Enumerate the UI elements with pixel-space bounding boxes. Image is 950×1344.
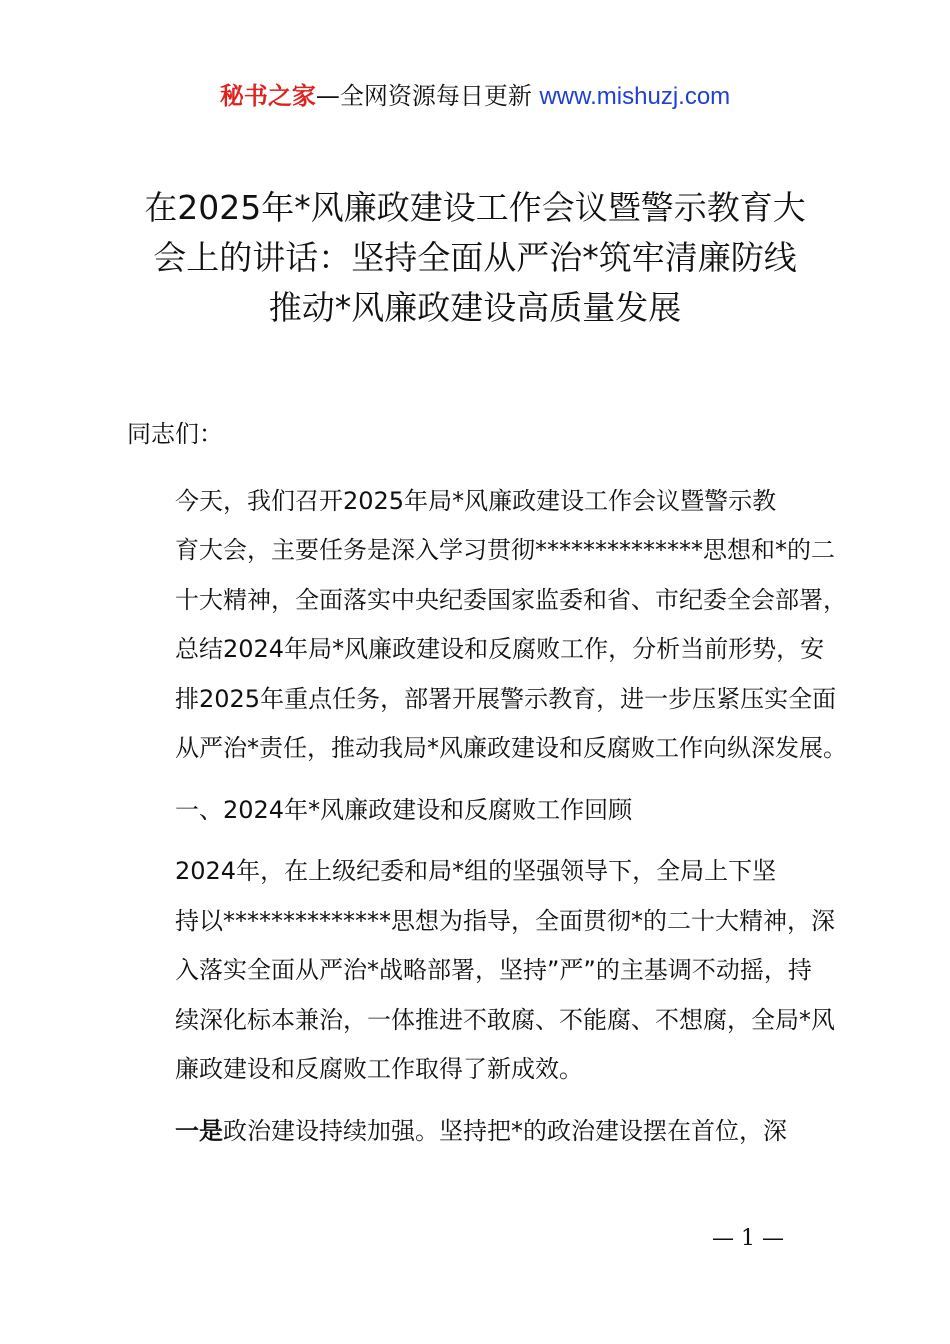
site-header bbox=[0, 80, 950, 113]
text-line: 续深化标本兼治，一体推进不敢腐、不能腐、不想腐，全局*风 bbox=[175, 1005, 835, 1034]
title-line: 在2025年*风廉政建设工作会议暨警示教育大 bbox=[144, 188, 806, 227]
section-heading: 一、2024年*风廉政建设和反腐败工作回顾 bbox=[175, 795, 633, 824]
text-line: 育大会，主要任务是深入学习贯彻**************思想和*的二 bbox=[175, 536, 835, 564]
header-slogan: —全网资源每日更新 bbox=[315, 82, 532, 110]
text-line: 十大精神，全面落实中央纪委国家监委和省、市纪委全会部署， bbox=[175, 585, 847, 614]
text-line: 入落实全面从严治*战略部署，坚持”严”的主基调不动摇，持 bbox=[175, 956, 812, 984]
paragraph-point-one bbox=[127, 1107, 847, 1157]
page-number: — 1 — bbox=[712, 1226, 784, 1251]
paragraph-review bbox=[127, 847, 847, 1095]
point-lead: 一是 bbox=[175, 1116, 223, 1145]
document-title bbox=[100, 183, 850, 333]
text-line: 排2025年重点任务，部署开展警示教育，进一步压紧压实全面 bbox=[175, 684, 837, 713]
text-line: 2024年，在上级纪委和局*组的坚强领导下，全局上下坚 bbox=[175, 857, 777, 885]
paragraph-intro bbox=[127, 477, 847, 774]
site-url[interactable]: www.mishuzj.com bbox=[539, 83, 731, 110]
title-line: 会上的讲话：坚持全面从严治*筑牢清廉防线 bbox=[153, 238, 797, 277]
text-line: 今天，我们召开2025年局*风廉政建设工作会议暨警示教 bbox=[175, 486, 777, 515]
text-line: 从严治*责任，推动我局*风廉政建设和反腐败工作向纵深发展。 bbox=[175, 734, 847, 762]
title-line: 推动*风廉政建设高质量发展 bbox=[268, 288, 682, 327]
text-line: 廉政建设和反腐败工作取得了新成效。 bbox=[175, 1055, 583, 1083]
text-line: 持以**************思想为指导，全面贯彻*的二十大精神，深 bbox=[175, 906, 835, 935]
greeting: 同志们： bbox=[127, 420, 223, 448]
point-text: 政治建设持续加强。坚持把*的政治建设摆在首位，深 bbox=[223, 1116, 787, 1145]
brand-name: 秘书之家 bbox=[219, 82, 316, 110]
document-body bbox=[127, 410, 847, 1168]
text-line: 总结2024年局*风廉政建设和反腐败工作，分析当前形势，安 bbox=[175, 635, 825, 663]
